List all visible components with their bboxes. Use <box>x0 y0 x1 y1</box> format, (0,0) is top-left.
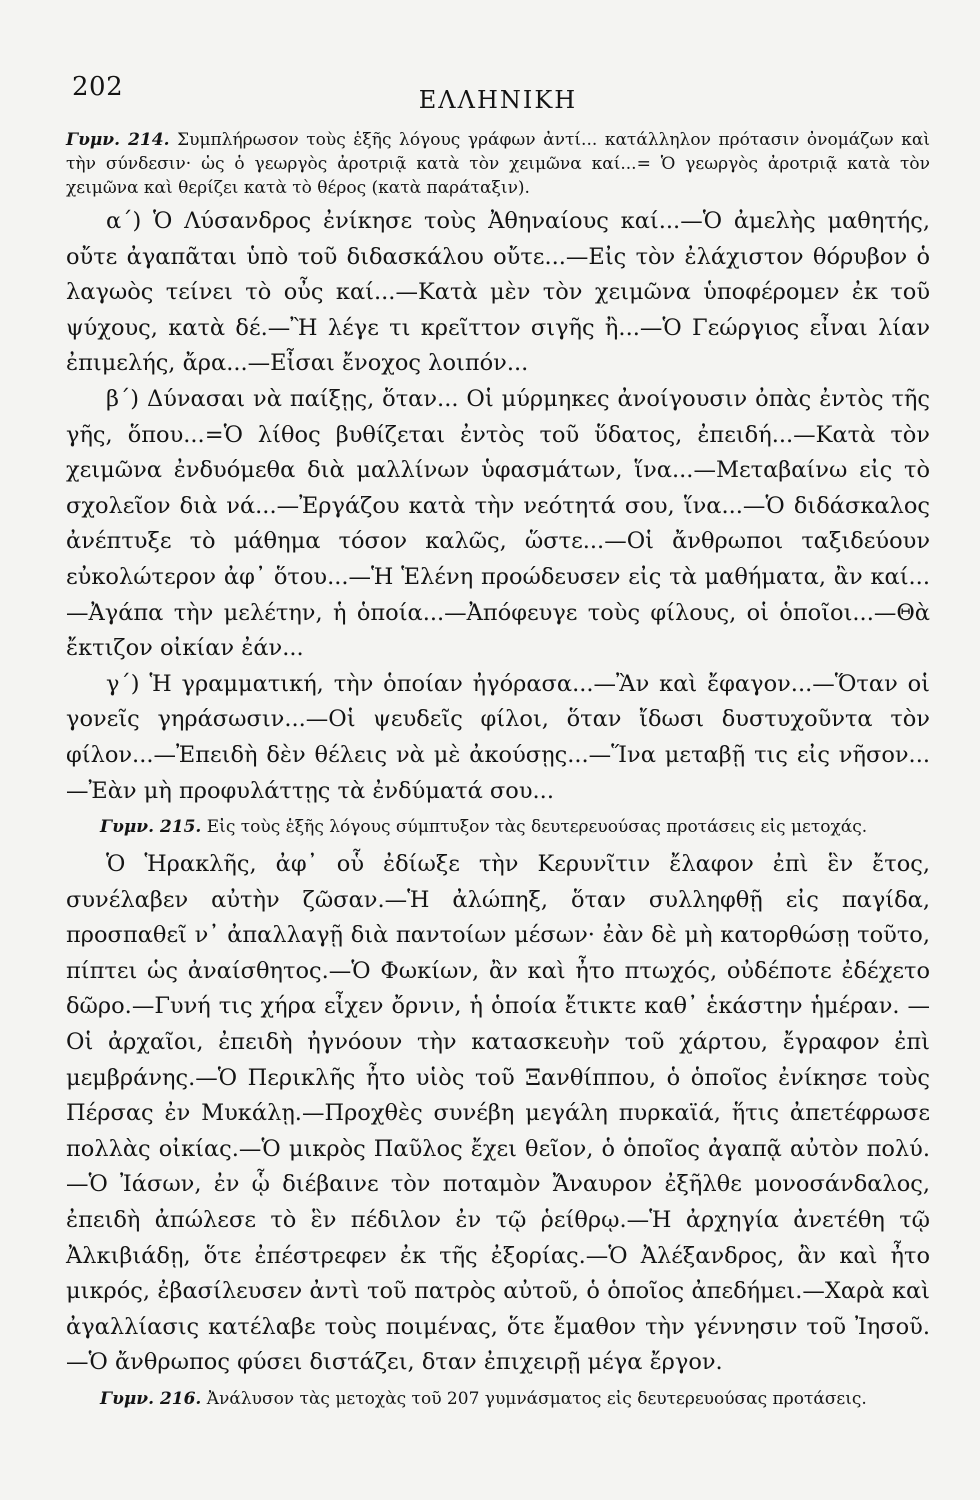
exercise-214-part-a: α΄) Ὁ Λύσανδρος ἐνίκησε τοὺς Ἀθηναίους καί...—Ὁ ἀμελὴς μαθητής, οὔτε ἀγαπᾶται ὑπὸ τοῦ διδασκάλου οὔτε...—Εἰς τὸν ἐλάχιστον θόρυβον ὁ λαγωὸς τείνει τὸ οὖς καί...—Κατὰ μὲν τὸν χειμῶνα ὑποφέρομεν ἐκ τοῦ ψύχους, κατὰ δέ.—Ἢ λέγε τι κρεῖττον σιγῆς ἢ...—Ὁ Γεώργιος εἶναι λίαν ἐπιμελής, ἄρα...—Εἶσαι ἔνοχος λοιπόν... <box>66 208 930 377</box>
exercise-214-text: Συμπλήρωσον τοὺς ἑξῆς λόγους γράφων ἀντί... κατάλληλον πρότασιν ὀνομάζων καὶ τὴν σύνδεσιν· ὡς ὁ γεωργὸς ἀροτριᾷ κατὰ τὸν χειμῶνα καί...= Ὁ γεωργὸς ἀροτριᾷ κατὰ τὸν χειμῶνα καὶ θερίζει κατὰ τὸ θέρος (κατὰ παράταξιν). <box>66 130 930 198</box>
page-number: 202 <box>72 72 124 102</box>
page-header <box>66 62 930 118</box>
exercise-215-instruction-text: Εἰς τοὺς ἑξῆς λόγους σύμπτυξον τὰς δευτερευούσας προτάσεις εἰς μετοχάς. <box>206 817 868 838</box>
exercise-215-text: Ὁ Ἡρακλῆς, ἀφ᾿ οὗ ἐδίωξε τὴν Κερυνῖτιν ἔλαφον ἐπὶ ἓν ἔτος, συνέλαβεν αὐτὴν ζῶσαν.—Ἡ ἀλώπηξ, ὅταν συλληφθῇ εἰς παγίδα, προσπαθεῖ ν᾿ ἀπαλλαγῇ διὰ παντοίων μέσων· ἐὰν δὲ μὴ κατορθώσῃ τοῦτο, πίπτει ὡς ἀναίσθητος.—Ὁ Φωκίων, ἂν καὶ ἦτο πτωχός, οὐδέποτε ἐδέχετο δῶρο.—Γυνή τις χήρα εἶχεν ὄρνιν, ἡ ὁποία ἔτικτε καθ᾿ ἑκάστην ἡμέραν. —Οἱ ἀρχαῖοι, ἐπειδὴ ἠγνόουν τὴν κατασκευὴν τοῦ χάρτου, ἔγραφον ἐπὶ μεμβράνης.—Ὁ Περικλῆς ἦτο υἱὸς τοῦ Ξανθίππου, ὁ ὁποῖος ἐνίκησε τοὺς Πέρσας ἐν Μυκάλῃ.—Προχθὲς συνέβη μεγάλη πυρκαϊά, ἥτις ἀπετέφρωσε πολλὰς οἰκίας.—Ὁ μικρὸς Παῦλος ἔχει θεῖον, ὁ ὁποῖος ἀγαπᾷ αὐτὸν πολύ.—Ὁ Ἰάσων, ἐν ᾧ διέβαινε τὸν ποταμὸν Ἄναυρον ἐξῆλθε μονοσάνδαλος, ἐπειδὴ ἀπώλεσε τὸ ἓν πέδιλον ἐν τῷ ῥείθρῳ.—Ἡ ἀρχηγία ἀνετέθη τῷ Ἀλκιβιάδῃ, ὅτε ἐπέστρεφεν ἐκ τῆς ἐξορίας.—Ὁ Ἀλέξανδρος, ἂν καὶ ἦτο μικρός, ἐβασίλευσεν ἀντὶ τοῦ πατρὸς αὐτοῦ, ὁ ὁποῖος ἀπεδήμει.—Χαρὰ καὶ ἀγαλλίασις κατέλαβε τοὺς ποιμένας, ὅτε ἔμαθον τὴν γέννησιν τοῦ Ἰησοῦ.—Ὁ ἄνθρωπος φύσει διστάζει, δταν ἐπιχειρῇ μέγα ἔργον. <box>66 851 930 1376</box>
exercise-215-instruction <box>66 815 930 839</box>
exercise-216-text: Ἀνάλυσον τὰς μετοχὰς τοῦ 207 γυμνάσματος εἰς δευτερευούσας προτάσεις. <box>206 1389 867 1409</box>
exercise-214-part-c: γ΄) Ἡ γραμματική, τὴν ὁποίαν ἠγόρασα...—Ἂν καὶ ἔφαγον...—Ὅταν οἱ γονεῖς γηράσωσιν...—Οἱ ψευδεῖς φίλοι, ὅταν ἴδωσι δυστυχοῦντα τὸν φίλον...—Ἐπειδὴ δὲν θέλεις νὰ μὲ ἀκούσῃς...—Ἵνα μεταβῇ τις εἰς νῆσον...—Ἐὰν μὴ προφυλάττῃς τὰ ἐνδύματά σου... <box>66 670 930 804</box>
exercise-214-label: Γυμν. 214. <box>66 130 170 150</box>
running-title: ΕΛΛΗΝΙΚΗ <box>418 86 578 114</box>
exercise-216-label: Γυμν. 216. <box>100 1389 202 1409</box>
exercise-214-instruction <box>66 128 930 200</box>
exercise-216-instruction <box>66 1387 930 1411</box>
exercise-215-label: Γυμν. 215. <box>100 817 202 838</box>
exercise-214-part-b: β΄) Δύνασαι νὰ παίξῃς, ὅταν... Οἱ μύρμηκες ἀνοίγουσιν ὀπὰς ἐντὸς τῆς γῆς, ὅπου...=Ὁ λίθος βυθίζεται ἐντὸς τοῦ ὕδατος, ἐπειδή...—Κατὰ τὸν χειμῶνα ἐνδυόμεθα διὰ μαλλίνων ὑφασμάτων, ἵνα...—Μεταβαίνω εἰς τὸ σχολεῖον διὰ νά...—Ἐργάζου κατὰ τὴν νεότητά σου, ἵνα...—Ὁ διδάσκαλος ἀνέπτυξε τὸ μάθημα τόσον καλῶς, ὥστε...—Οἱ ἄνθρωποι ταξιδεύουν εὐκολώτερον ἀφ᾿ ὅτου...—Ἡ Ἑλένη προώδευσεν εἰς τὰ μαθήματα, ἂν καί...—Ἀγάπα τὴν μελέτην, ἡ ὁποία...—Ἀπόφευγε τοὺς φίλους, οἱ ὁποῖοι...—Θὰ ἔκτιζον οἰκίαν ἐάν... <box>66 385 930 662</box>
